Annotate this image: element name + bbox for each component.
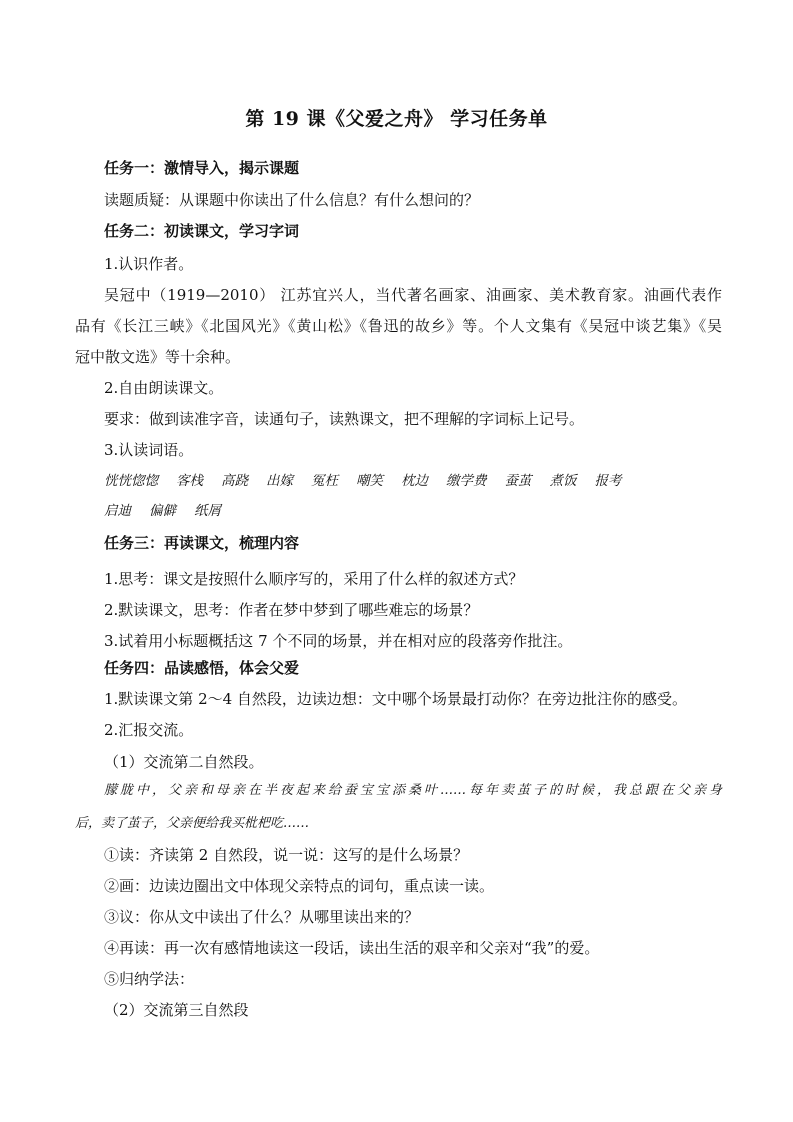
task1-heading: 任务一：激情导入，揭示课题	[104, 159, 300, 177]
vocab-word: 高跷	[221, 473, 248, 489]
task3-question1: 1.思考：课文是按照什么顺序写的，采用了什么样的叙述方式？	[104, 570, 524, 588]
vocab-word: 蚕茧	[504, 473, 532, 489]
task2-step1: 1.认识作者。	[104, 255, 194, 273]
task4-heading: 任务四：品读感悟，体会父爱	[104, 659, 300, 677]
vocab-row-2	[104, 502, 239, 520]
vocab-word: 恍恍惚惚	[104, 473, 158, 489]
author-bio-line1: 吴冠中（1919—2010） 江苏宜兴人，当代著名画家、油画家、美术教育家。油画代表作	[104, 286, 722, 304]
task2-step2: 2.自由朗读课文。	[104, 379, 224, 397]
vocab-word: 启迪	[104, 503, 131, 519]
page-title: 第 19 课《父爱之舟》 学习任务单	[245, 108, 548, 130]
author-bio-line3: 冠中散文选》等十余种。	[75, 348, 241, 366]
vocab-word: 客栈	[176, 473, 203, 489]
vocab-word: 报考	[594, 473, 622, 489]
vocab-row-1	[104, 472, 640, 490]
task4-question2: 2.汇报交流。	[104, 721, 194, 739]
vocab-word: 偏僻	[149, 503, 176, 519]
task1-line: 读题质疑：从课题中你读出了什么信息？有什么想问的？	[104, 191, 480, 209]
step-summarize: ⑤归纳学法：	[104, 970, 195, 988]
task4-question1: 1.默读课文第 2～4 自然段，边读边想：文中哪个场景最打动你？在旁边批注你的感受。	[104, 690, 687, 708]
step-discuss: ③议：你从文中读出了什么？从哪里读出来的？	[104, 908, 420, 926]
vocab-word: 枕边	[401, 473, 428, 489]
vocab-word: 出嫁	[266, 473, 293, 489]
task3-question2: 2.默读课文，思考：作者在梦中梦到了哪些难忘的场景？	[104, 601, 479, 619]
step-mark: ②画：边读边圈出文中体现父亲特点的词句，重点读一读。	[104, 877, 495, 895]
step-reread: ④再读：再一次有感情地读这一段话，读出生活的艰辛和父亲对“我”的爱。	[104, 939, 600, 957]
author-bio-line2: 品有《长江三峡》《北国风光》《黄山松》《鲁迅的故乡》等。个人文集有《吴冠中谈艺集》《吴	[75, 317, 722, 335]
task3-heading: 任务三：再读课文，梳理内容	[104, 534, 300, 552]
task3-question3: 3.试着用小标题概括这 7 个不同的场景，并在相对应的段落旁作批注。	[104, 632, 573, 650]
vocab-word: 煮饭	[549, 473, 577, 489]
excerpt-line1: 朦胧中，父亲和母亲在半夜起来给蚕宝宝添桑叶……每年卖茧子的时候，我总跟在父亲身	[104, 783, 722, 798]
reading-requirement: 要求：做到读准字音，读通句子，读熟课文，把不理解的字词标上记号。	[104, 410, 585, 428]
vocab-word: 缴学费	[446, 473, 487, 489]
task2-heading: 任务二：初读课文，学习字词	[104, 222, 300, 240]
vocab-word: 纸屑	[194, 503, 221, 519]
excerpt-line2: 后，卖了茧子，父亲便给我买枇杷吃……	[75, 816, 310, 831]
step-read: ①读：齐读第 2 自然段，说一说：这写的是什么场景？	[104, 846, 469, 864]
vocab-word: 冤枉	[311, 473, 338, 489]
task2-step3: 3.认读词语。	[104, 441, 194, 459]
task4-sub1: （1）交流第二自然段。	[104, 753, 264, 771]
text-excerpt-cont	[75, 814, 722, 834]
task4-sub2: （2）交流第三自然段	[104, 1001, 249, 1019]
vocab-word: 嘲笑	[356, 473, 383, 489]
text-excerpt	[104, 781, 722, 801]
